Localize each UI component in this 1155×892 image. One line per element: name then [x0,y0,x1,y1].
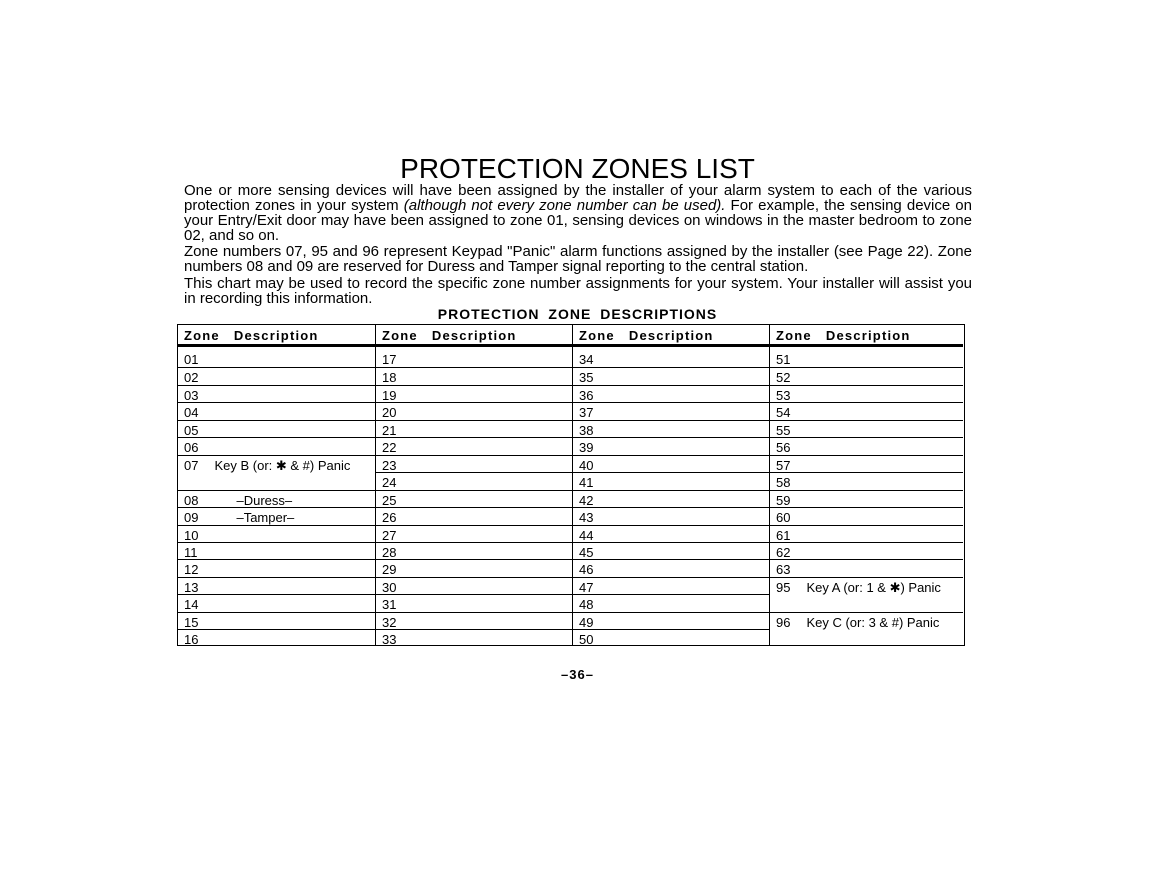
zone-number: 13 [184,579,199,595]
zone-description: Key A (or: 1 & ✱) Panic [806,579,941,595]
zone-number: 15 [184,614,199,630]
zone-row[interactable] [376,612,572,629]
zone-number: 40 [579,457,594,473]
zone-row[interactable] [178,437,375,454]
zone-number: 38 [579,422,594,438]
zone-number: 58 [776,475,791,491]
zone-row[interactable] [376,629,572,646]
zone-row[interactable] [376,402,572,419]
zone-row[interactable] [376,594,572,611]
page-title: PROTECTION ZONES LIST [400,153,755,184]
zone-number: 95 [776,579,791,595]
header-description-label: Description [233,328,319,343]
zone-row[interactable] [376,472,572,489]
zone-row[interactable] [178,594,375,611]
zone-row[interactable] [573,420,769,437]
zone-number: 35 [579,370,594,386]
zone-table [177,324,965,646]
zone-number: 57 [776,457,791,473]
header-zone-label: Zone [382,328,418,343]
zone-number: 34 [579,352,594,367]
zone-row[interactable] [376,559,572,576]
zone-column [375,325,572,648]
table-caption: PROTECTION ZONE DESCRIPTIONS [437,306,718,322]
header-zone-label: Zone [579,328,615,343]
zone-row[interactable] [178,385,375,402]
zone-row[interactable] [178,367,375,384]
zone-number: 39 [579,440,594,456]
header-zone-label: Zone [184,328,220,343]
zone-column [178,325,375,648]
zone-row[interactable] [178,525,375,542]
zone-number: 29 [382,562,397,578]
zone-row[interactable] [770,507,963,524]
zone-row[interactable] [376,525,572,542]
zone-row[interactable] [178,577,375,594]
zone-row[interactable] [573,367,769,384]
zone-number: 08 [184,492,199,508]
zone-row[interactable] [573,629,769,646]
zone-number: 27 [382,527,397,543]
zone-row[interactable] [770,402,963,419]
zone-number: 26 [382,510,397,526]
zone-number: 22 [382,440,397,456]
zone-number: 30 [382,579,397,595]
zone-row[interactable] [770,612,963,647]
zone-number: 53 [776,387,791,403]
zone-row[interactable] [770,542,963,559]
zone-row[interactable] [770,385,963,402]
zone-row[interactable] [573,437,769,454]
zone-number: 54 [776,405,791,421]
header-zone-label: Zone [776,328,812,343]
zone-number: 96 [776,614,791,630]
header-description-label: Description [628,328,714,343]
zone-number: 10 [184,527,199,543]
zone-number: 37 [579,405,594,421]
zone-row[interactable] [573,525,769,542]
zone-row[interactable] [178,350,375,367]
zone-number: 09 [184,510,199,526]
zone-number: 32 [382,614,397,630]
zone-row[interactable] [376,350,572,367]
zone-number: 04 [184,405,199,421]
zone-row[interactable] [573,472,769,489]
zone-row[interactable] [573,507,769,524]
zone-row[interactable] [573,385,769,402]
header-description-label: Description [431,328,517,343]
zone-row[interactable] [573,455,769,472]
zone-row[interactable] [178,542,375,559]
zone-number: 17 [382,352,397,367]
zone-row[interactable] [376,420,572,437]
zone-number: 55 [776,422,791,438]
zone-number: 01 [184,352,199,367]
zone-row[interactable] [770,490,963,507]
zone-row[interactable] [376,455,572,472]
zone-number: 06 [184,440,199,456]
zone-row[interactable] [178,490,375,507]
zone-row[interactable] [573,559,769,576]
zone-row[interactable] [770,525,963,542]
zone-row[interactable] [376,577,572,594]
zone-description: –Tamper– [236,510,295,526]
zone-row[interactable] [573,490,769,507]
zone-number: 60 [776,510,791,526]
zone-row[interactable] [770,367,963,384]
intro-paragraph-1: One or more sensing devices will have been assigned by the installer of your alarm system to each of the various protection zones in your system (although not every zone number can be used). For example, the sensing device on your Entry/Exit door may have been assigned to zone 01, sensing devices on windows in the master bedroom to zone 02, and so on. [184,182,972,244]
zone-row[interactable] [178,420,375,437]
zone-number: 36 [579,387,594,403]
page-number: –36– [561,667,594,682]
zone-number: 46 [579,562,594,578]
header-description-label: Description [825,328,911,343]
column-header [573,325,769,347]
zone-row[interactable] [178,559,375,576]
zone-row[interactable] [770,420,963,437]
zone-number: 03 [184,387,199,403]
zone-row[interactable] [178,629,375,646]
column-header [376,325,572,347]
column-header [770,325,963,347]
zone-row[interactable] [376,490,572,507]
zone-row[interactable] [573,577,769,594]
zone-row[interactable] [573,612,769,629]
zone-number: 61 [776,527,791,543]
zone-row[interactable] [376,385,572,402]
zone-number: 31 [382,597,397,613]
zone-number: 28 [382,544,397,560]
zone-number: 24 [382,475,397,491]
zone-description: Key B (or: ✱ & #) Panic [214,457,351,473]
zone-row[interactable] [178,402,375,419]
zone-number: 12 [184,562,199,578]
zone-number: 50 [579,632,594,648]
zone-row[interactable] [770,350,963,367]
zone-row[interactable] [573,350,769,367]
intro-paragraph-2: Zone numbers 07, 95 and 96 represent Keypad "Panic" alarm functions assigned by the installer (see Page 22). Zone numbers 08 and 09 are reserved for Duress and Tamper signal reporting to the central station. [184,243,972,275]
zone-row[interactable] [573,594,769,611]
zone-number: 62 [776,544,791,560]
zone-row[interactable] [376,507,572,524]
zone-number: 25 [382,492,397,508]
zone-column [769,325,963,645]
zone-number: 48 [579,597,594,613]
zone-row[interactable] [178,455,375,490]
zone-row[interactable] [178,612,375,629]
zone-description: –Duress– [236,492,293,508]
zone-row[interactable] [770,559,963,576]
zone-row[interactable] [376,367,572,384]
column-header [178,325,375,347]
zone-number: 47 [579,579,594,595]
zone-number: 59 [776,492,791,508]
zone-description: Key C (or: 3 & #) Panic [806,614,940,630]
zone-number: 05 [184,422,199,438]
zone-column [572,325,769,648]
zone-number: 49 [579,614,594,630]
zone-number: 42 [579,492,594,508]
zone-number: 43 [579,510,594,526]
zone-row[interactable] [770,455,963,472]
zone-row[interactable] [178,507,375,524]
zone-number: 19 [382,387,397,403]
zone-row[interactable] [770,472,963,489]
zone-row[interactable] [376,542,572,559]
zone-number: 51 [776,352,791,367]
zone-number: 11 [184,544,198,560]
zone-number: 18 [382,370,397,386]
zone-row[interactable] [770,577,963,612]
zone-number: 20 [382,405,397,421]
zone-number: 07 [184,457,199,473]
zone-number: 63 [776,562,791,578]
zone-number: 44 [579,527,594,543]
zone-number: 52 [776,370,791,386]
zone-number: 16 [184,632,199,648]
zone-row[interactable] [573,402,769,419]
zone-number: 02 [184,370,199,386]
zone-number: 14 [184,597,199,613]
zone-number: 23 [382,457,397,473]
zone-number: 33 [382,632,397,648]
zone-number: 56 [776,440,791,456]
zone-number: 21 [382,422,397,438]
zone-row[interactable] [770,437,963,454]
zone-number: 45 [579,544,594,560]
intro-paragraph-3: This chart may be used to record the specific zone number assignments for your system. Your installer will assist you in recording this information. [184,275,972,307]
zone-row[interactable] [376,437,572,454]
zone-number: 41 [579,475,594,491]
zone-row[interactable] [573,542,769,559]
